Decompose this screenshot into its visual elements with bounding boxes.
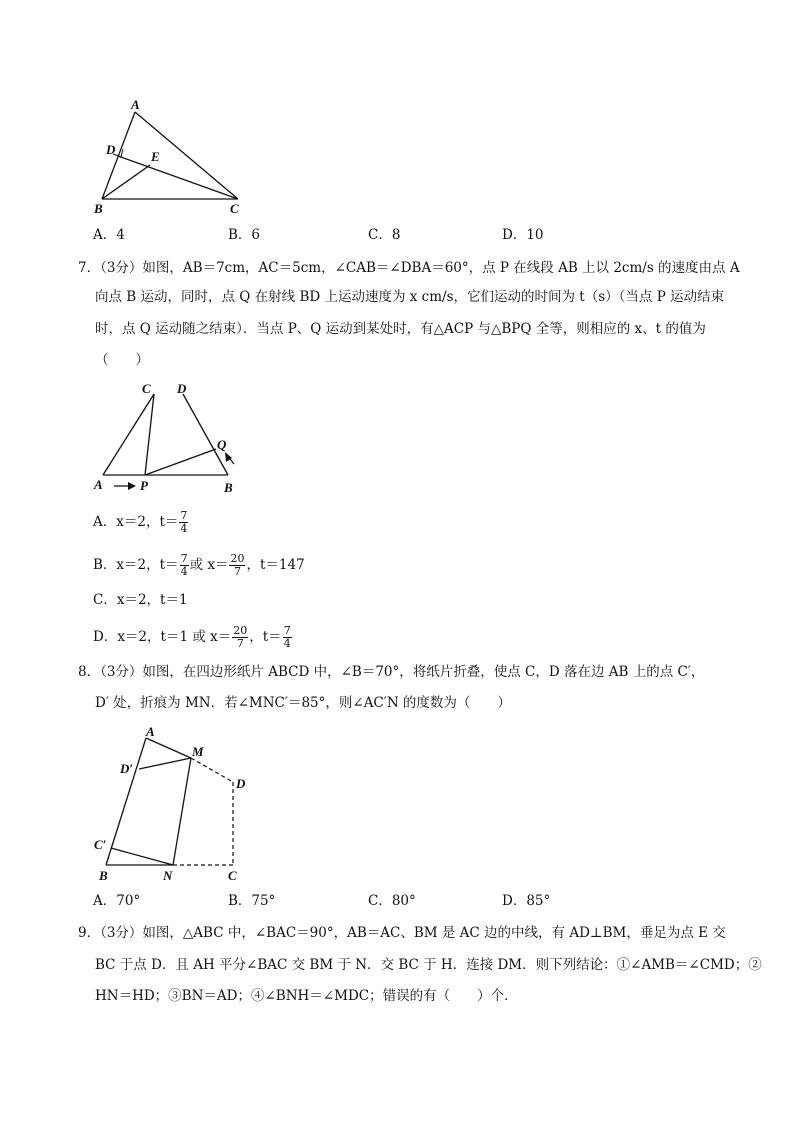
fraction-numerator: 20: [230, 552, 245, 565]
label-d-prime: D′: [120, 761, 134, 776]
segment-mn: [173, 758, 191, 865]
segment-md-prime: [139, 758, 191, 769]
q7-option-a[interactable]: [93, 510, 189, 535]
label-d: D: [106, 142, 116, 157]
label-b: B: [224, 480, 233, 495]
fraction: [179, 510, 188, 535]
q7-figure: [88, 378, 248, 498]
fraction-denominator: 4: [283, 637, 291, 650]
fraction-numerator: 7: [180, 509, 188, 522]
q8-stem-line2: D′ 处，折痕为 MN．若∠MNC′＝85°，则∠AC′N 的度数为（ ）: [95, 695, 511, 711]
fraction: [232, 625, 248, 650]
q9-stem-line3: HN＝HD；③BN＝AD；④∠BNH＝∠MDC；错误的有（ ）个．: [95, 988, 518, 1004]
q7-option-d-text: D．x＝2，t＝1 或 x＝: [93, 629, 232, 645]
dashed-md: [191, 758, 233, 782]
q8-option-c[interactable]: C．80°: [368, 893, 416, 909]
q7-stem-line2: 向点 B 运动，同时，点 Q 在射线 BD 上运动速度为 x cm/s，它们运动的时间为 t（s）（当点 P 运动结束: [95, 289, 725, 305]
label-c: C: [142, 381, 151, 396]
segment-be: [102, 165, 150, 199]
label-m: M: [192, 744, 204, 759]
label-d: D: [177, 381, 187, 396]
label-a: A: [94, 477, 103, 492]
segment-bd: [183, 394, 228, 475]
label-p: P: [140, 478, 148, 493]
label-b: B: [99, 868, 108, 883]
q7-option-b-mid: 或 x＝: [189, 557, 229, 573]
label-c: C: [230, 201, 239, 216]
q6-option-c[interactable]: C．8: [368, 227, 401, 243]
arrow-p-head: [128, 482, 136, 490]
segment-am: [146, 738, 191, 758]
fraction-denominator: 7: [236, 637, 244, 650]
q7-option-d[interactable]: [93, 625, 293, 650]
label-c: C: [228, 868, 237, 883]
segment-nc-prime: [111, 848, 173, 865]
q8-option-a[interactable]: A．70°: [93, 893, 141, 909]
segment-pq: [145, 449, 216, 475]
q6-option-b[interactable]: B．6: [228, 227, 261, 243]
fraction-numerator: 7: [180, 552, 188, 565]
segment-ab: [106, 738, 146, 865]
label-a: A: [131, 97, 140, 112]
q8-stem-line1: 8．（3分）如图，在四边形纸片 ABCD 中，∠B＝70°，将纸片折叠，使点 C，D 落在边 AB 上的点 C′，: [78, 664, 705, 680]
q8-option-b[interactable]: B．75°: [228, 893, 276, 909]
q6-option-a[interactable]: A．4: [93, 227, 125, 243]
label-n: N: [163, 868, 173, 883]
q7-stem-line3: 时，点 Q 运动随之结束）．当点 P、Q 运动到某处时，有△ACP 与△BPQ 全等，则相应的 x、t 的值为: [95, 321, 706, 337]
q7-option-a-text: A．x＝2，t＝: [93, 514, 179, 530]
label-a: A: [146, 724, 155, 739]
label-d: D: [236, 776, 246, 791]
q7-option-d-mid: ，t＝: [249, 629, 282, 645]
fraction: [283, 625, 292, 650]
q6-option-d[interactable]: D．10: [502, 227, 544, 243]
q7-option-b-text: B．x＝2，t＝: [93, 557, 179, 573]
q6-figure: [88, 95, 258, 220]
segment-dc: [118, 156, 238, 199]
fraction-numerator: 20: [233, 624, 248, 637]
q7-option-b-suffix: ，t＝147: [246, 557, 305, 573]
fraction-denominator: 4: [180, 522, 188, 535]
q8-figure: [88, 720, 263, 885]
fraction: [229, 553, 245, 578]
q7-option-b[interactable]: [93, 553, 305, 578]
fraction-denominator: 7: [233, 565, 241, 578]
label-q: Q: [217, 437, 227, 452]
q9-stem-line2: BC 于点 D．且 AH 平分∠BAC 交 BM 于 N．交 BC 于 H．连接 DM．则下列结论：①∠AMB＝∠CMD；②: [95, 957, 762, 973]
fraction-denominator: 4: [180, 565, 188, 578]
label-c-prime: C′: [94, 837, 107, 852]
label-e: E: [151, 149, 160, 164]
q7-option-c[interactable]: C．x＝2，t＝1: [93, 592, 188, 608]
q7-stem-line4: （ ）: [95, 352, 149, 368]
label-b: B: [94, 201, 103, 216]
fraction-numerator: 7: [283, 624, 291, 637]
q7-stem-line1: 7．（3分）如图，AB＝7cm，AC＝5cm，∠CAB＝∠DBA＝60°，点 P 在线段 AB 上以 2cm/s 的速度由点 A: [78, 260, 740, 276]
q8-option-d[interactable]: D．85°: [502, 893, 551, 909]
fraction: [180, 553, 189, 578]
q9-stem-line1: 9．（3分）如图，△ABC 中，∠BAC＝90°，AB＝AC、BM 是 AC 边的中线，有 AD⊥BM，垂足为点 E 交: [78, 925, 726, 941]
